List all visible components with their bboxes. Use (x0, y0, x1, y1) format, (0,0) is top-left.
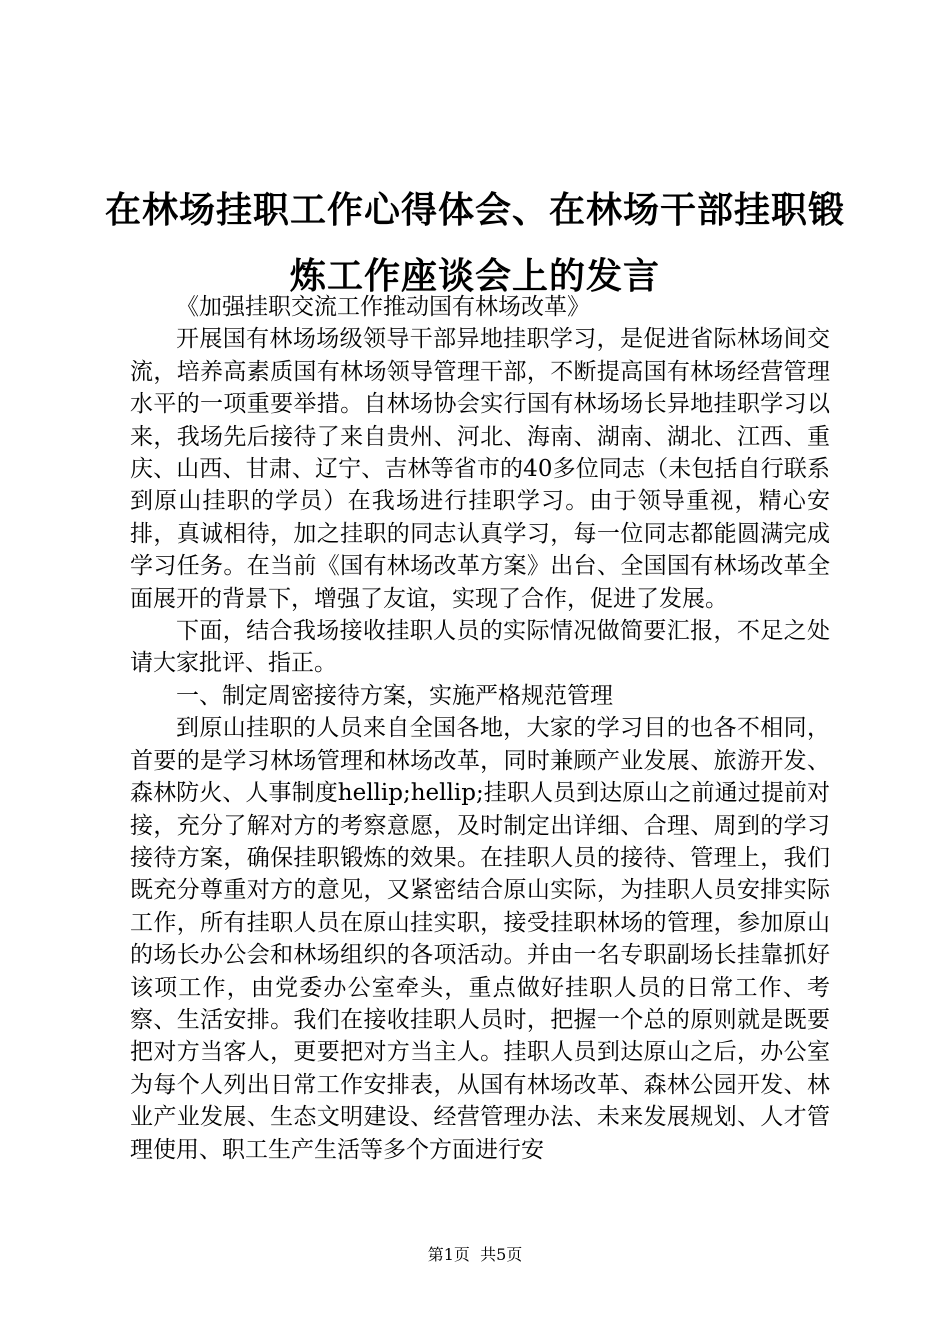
body-paragraph: 开展国有林场场级领导干部异地挂职学习，是促进省际林场间交流，培养高素质国有林场领导管理干部，不断提高国有林场经营管理水平的一项重要举措。自林场协会实行国有林场场长异地挂职学习以来，我场先后接待了来自贵州、河北、海南、湖南、湖北、江西、重庆、山西、甘肃、辽宁、吉林等省市的40多位同志（未包括自行联系到原山挂职的学员）在我场进行挂职学习。由于领导重视，精心安排，真诚相待，加之挂职的同志认真学习，每一位同志都能圆满完成学习任务。在当前《国有林场改革方案》出台、全国国有林场改革全面展开的背景下，增强了友谊，实现了合作，促进了发展。 (130, 326, 830, 612)
subtitle-paragraph: 《加强挂职交流工作推动国有林场改革》 (176, 294, 590, 320)
page-footer (0, 1244, 950, 1266)
body-paragraph: 下面，结合我场接收挂职人员的实际情况做简要汇报，不足之处请大家批评、指正。 (130, 618, 830, 677)
body-paragraph: 到原山挂职的人员来自全国各地，大家的学习目的也各不相同，首要的是学习林场管理和林场改革，同时兼顾产业发展、旅游开发、森林防火、人事制度hellip;hellip;挂职人员到达原山之前通过提前对接，充分了解对方的考察意愿，及时制定出详细、合理、周到的学习接待方案，确保挂职锻炼的效果。在挂职人员的接待、管理上，我们既充分尊重对方的意见，又紧密结合原山实际，为挂职人员安排实际工作，所有挂职人员在原山挂实职，接受挂职林场的管理，参加原山的场长办公会和林场组织的各项活动。并由一名专职副场长挂靠抓好该项工作，由党委办公室牵头，重点做好挂职人员的日常工作、考察、生活安排。我们在接收挂职人员时，把握一个总的原则就是既要把对方当客人，更要把对方当主人。挂职人员到达原山之后，办公室为每个人列出日常工作安排表，从国有林场改革、森林公园开发、林业产业发展、生态文明建设、经营管理办法、未来发展规划、人才管理使用、职工生产生活等多个方面进行安 (130, 715, 830, 1163)
title-line-2: 炼工作座谈会上的发言 (289, 256, 660, 297)
title-line-1: 在林场挂职工作心得体会、在林场干部挂职锻 (104, 190, 845, 231)
section-heading: 一、制定周密接待方案，实施严格规范管理 (176, 682, 613, 709)
page-number: 第1页 共5页 (427, 1245, 523, 1264)
document-body (130, 291, 830, 1166)
